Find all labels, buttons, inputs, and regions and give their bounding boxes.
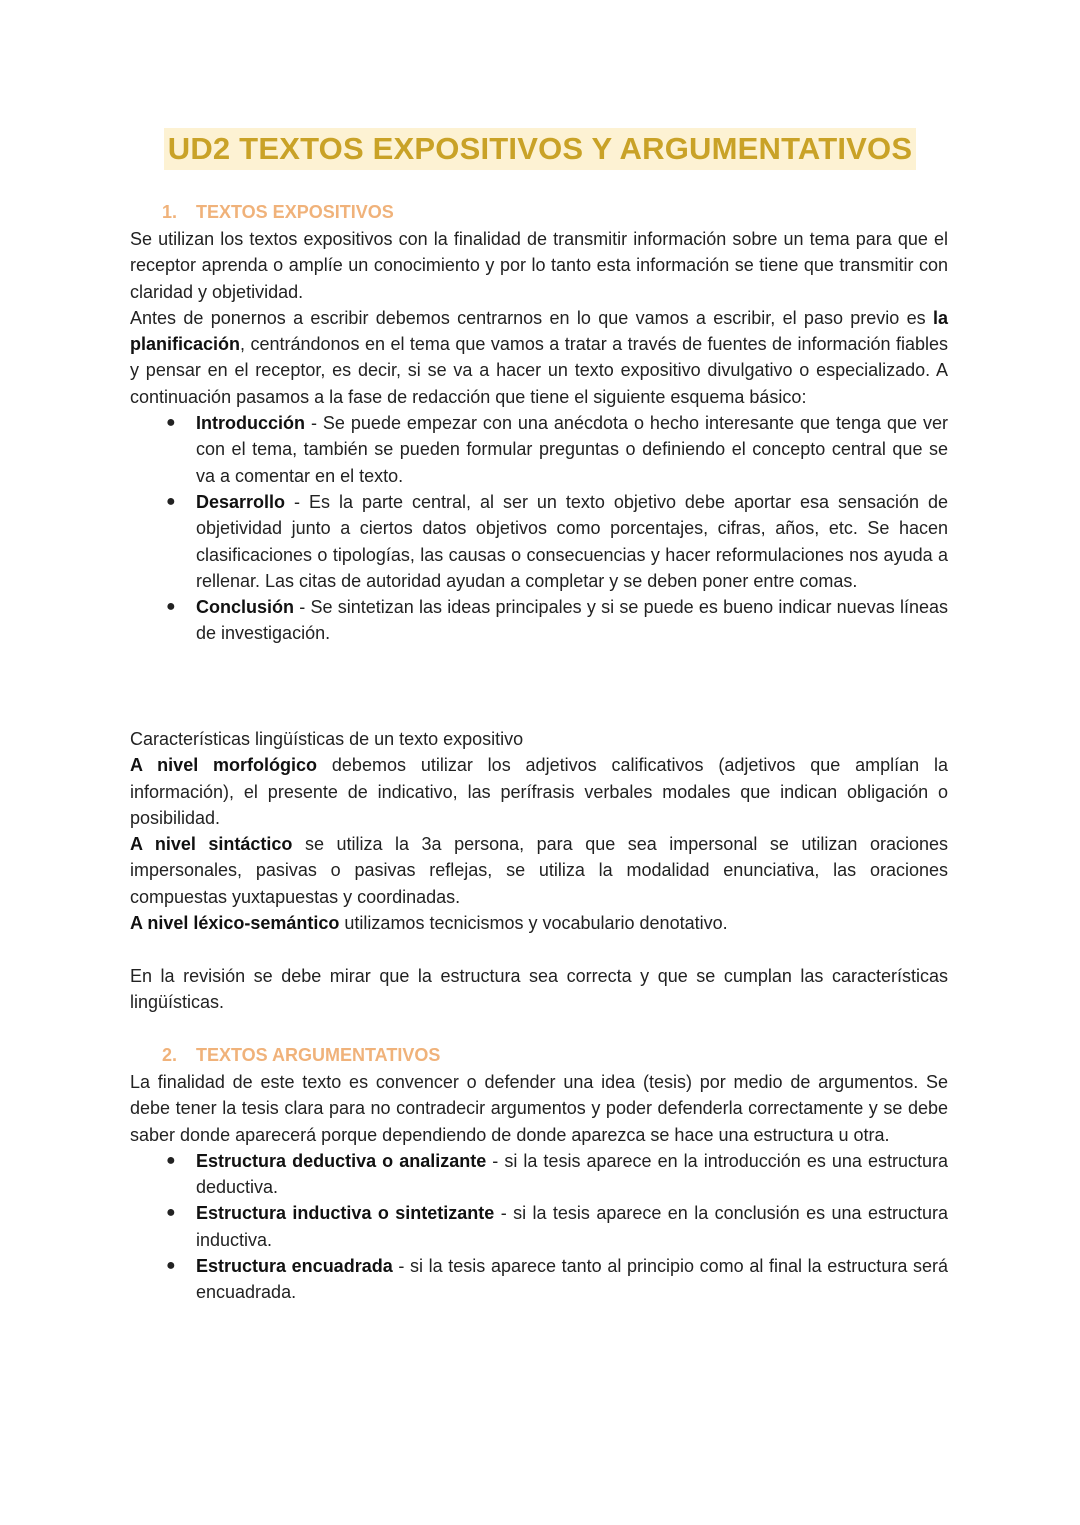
list-item <box>130 1253 948 1306</box>
bullet-bold: Desarrollo <box>196 491 286 512</box>
bullet-text: - Se puede empezar con una anécdota o hecho interesante que tenga que ver con el tema, también se pueden formular preguntas o definiendo el concepto central que se va a comentar en el texto. <box>196 413 948 486</box>
lexical-label: A nivel léxico-semántico <box>130 913 340 934</box>
lexical-text: utilizamos tecnicismos y vocabulario denotativo. <box>339 913 728 934</box>
section-1-heading <box>162 200 394 224</box>
bullet-bold: Estructura inductiva o sintetizante <box>196 1203 495 1224</box>
section-1-bullet-list <box>130 410 948 647</box>
bullet-icon: ● <box>166 1257 176 1275</box>
morphological-text: debemos utilizar los adjetivos calificativos (adjetivos que amplían la información), el presente de indicativo, las perífrasis verbales modales que indican obligación o posibilidad. <box>130 755 949 828</box>
title-wrapper <box>0 128 1080 170</box>
bullet-bold: Introducción <box>196 413 305 434</box>
list-item <box>130 489 948 594</box>
revision-paragraph: En la revisión se debe mirar que la estructura sea correcta y que se cumplan las características lingüísticas. <box>130 966 948 1013</box>
section-2-body <box>130 1069 948 1306</box>
bullet-icon: ● <box>166 492 176 510</box>
bullet-icon: ● <box>166 1204 176 1222</box>
section-1-number: 1. <box>162 202 178 222</box>
bullet-text: - Es la parte central, al ser un texto objetivo debe aportar esa sensación de objetividad junto a ciertos datos objetivos como porcentajes, cifras, años, etc. Se hacen clasificaciones o tipologías, las causas o consecuencias y hacer reformulaciones nos ayuda a rellenar. Las citas de autoridad ayudan a completar y se deben poner entre comas. <box>196 491 948 591</box>
section-1-body <box>130 226 948 647</box>
bullet-icon: ● <box>166 414 176 432</box>
section-1-paragraph-1: Se utilizan los textos expositivos con la finalidad de transmitir información sobre un tema para que el receptor aprenda o amplíe un conocimiento y por lo tanto esta información se tiene que transmitir con claridad y objetividad. <box>130 229 948 302</box>
list-item <box>130 410 948 489</box>
bullet-text: - Se sintetizan las ideas principales y si se puede es bueno indicar nuevas líneas de investigación. <box>196 597 948 644</box>
list-item <box>130 1148 948 1201</box>
revision-block <box>130 963 948 1016</box>
characteristics-block <box>130 726 948 936</box>
bullet-text: - si la tesis aparece en la introducción es una estructura deductiva. <box>196 1150 948 1198</box>
bullet-text: - si la tesis aparece tanto al principio como al final la estructura será encuadrada. <box>196 1256 948 1303</box>
section-2-number: 2. <box>162 1045 178 1065</box>
morphological-paragraph <box>130 752 948 831</box>
bullet-bold: Conclusión <box>196 597 294 618</box>
section-1-paragraph-2 <box>130 305 948 410</box>
section-2-bullet-list <box>130 1148 948 1306</box>
section-2-paragraph-1: La finalidad de este texto es convencer o defender una idea (tesis) por medio de argumentos. Se debe tener la tesis clara para no contradecir argumentos y poder defenderla correctamente y se debe saber donde aparecerá porque dependiendo de donde aparezca se hace una estructura u otra. <box>130 1072 948 1145</box>
bullet-text: - si la tesis aparece en la conclusión es una estructura inductiva. <box>196 1203 948 1250</box>
page-title: UD2 TEXTOS EXPOSITIVOS Y ARGUMENTATIVOS <box>164 128 916 170</box>
section-2-heading <box>162 1043 440 1067</box>
bullet-icon: ● <box>166 1151 176 1169</box>
section-1-title: TEXTOS EXPOSITIVOS <box>196 202 394 222</box>
p2-text-b: , centrándonos en el tema que vamos a tratar a través de fuentes de información fiables y pensar en el receptor, es decir, si se va a hacer un texto expositivo divulgativo o especializado. A continuación pasamos a la fase de redacción que tiene el siguiente esquema básico: <box>130 334 948 407</box>
syntactic-label: A nivel sintáctico <box>130 834 293 855</box>
characteristics-heading: Características lingüísticas de un texto expositivo <box>130 729 524 749</box>
p2-text-a: Antes de ponernos a escribir debemos centrarnos en lo que vamos a escribir, el paso previo es <box>130 307 933 328</box>
list-item <box>130 594 948 647</box>
p2-bold-planificacion: la planificación <box>130 307 948 355</box>
syntactic-paragraph <box>130 831 948 910</box>
syntactic-text: se utiliza la 3a persona, para que sea impersonal se utilizan oraciones impersonales, pasivas o pasivas reflejas, se utiliza la modalidad enunciativa, las oraciones compuestas yuxtapuestas y coordinadas. <box>130 834 948 907</box>
list-item <box>130 1200 948 1253</box>
bullet-bold: Estructura encuadrada <box>196 1256 393 1277</box>
bullet-icon: ● <box>166 598 176 616</box>
bullet-bold: Estructura deductiva o analizante <box>196 1150 487 1171</box>
section-2-title: TEXTOS ARGUMENTATIVOS <box>196 1045 441 1065</box>
lexical-paragraph <box>130 910 948 936</box>
morphological-label: A nivel morfológico <box>130 755 318 776</box>
